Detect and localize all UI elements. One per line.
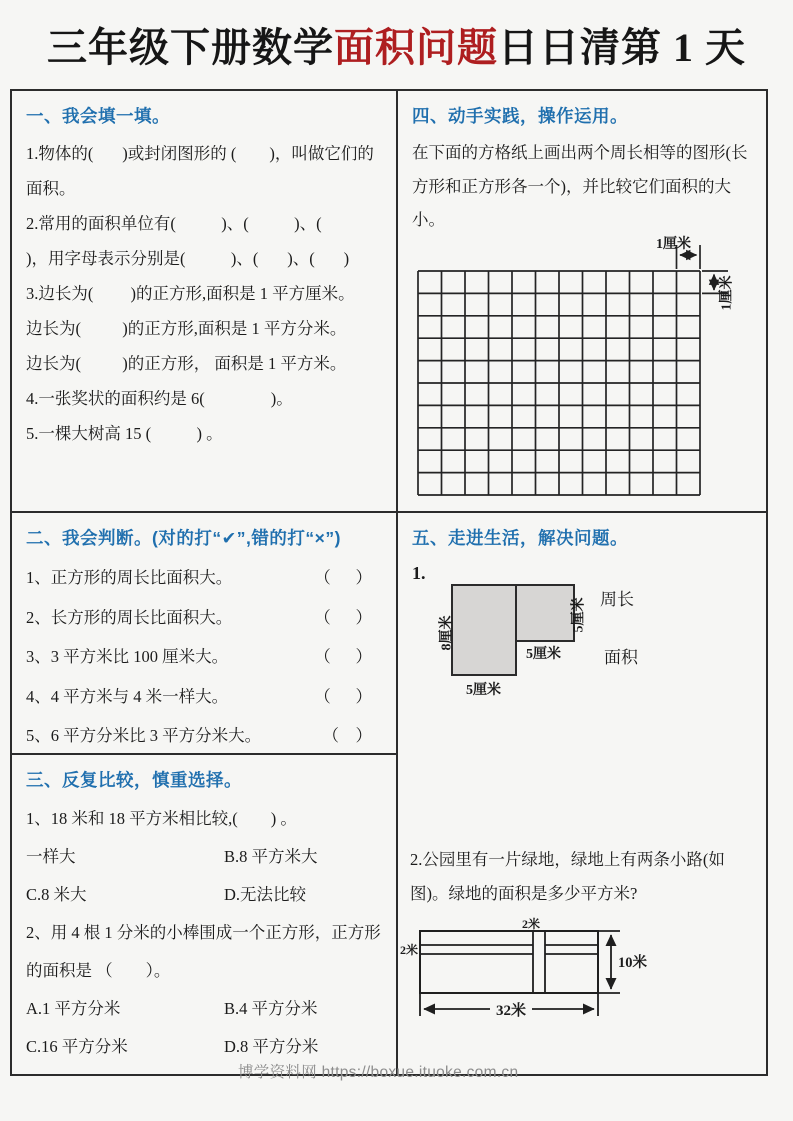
section-fill-blanks (12, 91, 396, 513)
choice-options-2 (26, 990, 386, 1066)
section-choice-heading: 三、反复比较，慎重选择。 (26, 770, 242, 790)
section-practice (398, 91, 766, 513)
option: C.16 平方分米 (26, 1037, 128, 1056)
answer-bracket: （ ） (314, 607, 372, 627)
l-shape-figure (422, 573, 692, 728)
section-choice (12, 755, 396, 1074)
label-5cm-inner: 5厘米 (526, 647, 561, 662)
left-column (12, 91, 398, 1074)
label-5cm-bottom: 5厘米 (466, 683, 501, 698)
right-column (398, 91, 766, 1074)
option: C.8 米大 (26, 885, 87, 904)
grid-paper-svg (406, 231, 758, 511)
judge-row (26, 558, 386, 598)
problem-2-text: 2.公园里有一片绿地，绿地上有两条小路(如图)。绿地的面积是多少平方米? (410, 850, 725, 903)
choice-options-1 (26, 838, 386, 914)
option: B.4 平方分米 (224, 999, 318, 1018)
title-part2: 日日清第 1 天 (498, 25, 746, 70)
answer-bracket: （ ） (322, 726, 372, 745)
fill-item: 1.物体的( )或封闭图形的 ( )，叫做它们的面积。 (26, 144, 374, 198)
judge-statement: 1、正方形的周长比面积大。 (26, 568, 233, 587)
section-judge (12, 513, 396, 755)
fill-item: 边长为( )的正方形， 面积是 1 平方米。 (26, 354, 347, 373)
section-practice-heading: 四、动手实践，操作运用。 (412, 106, 628, 126)
caption-perimeter: 周长 (600, 590, 634, 609)
judge-statement: 3、3 平方米比 100 厘米大。 (26, 647, 229, 666)
fill-item: 3.边长为( )的正方形,面积是 1 平方厘米。 (26, 284, 355, 303)
vertical-path (533, 931, 545, 993)
choice-question-1: 1、18 米和 18 平方米相比较,( ) 。 (26, 809, 297, 828)
judge-row (26, 637, 386, 677)
l-shape-left-rect (452, 585, 516, 675)
option: D.8 平方分米 (224, 1037, 319, 1056)
option: D.无法比较 (224, 885, 307, 904)
label-32m: 32米 (490, 999, 532, 1020)
worksheet-table (10, 89, 768, 1076)
grid-right-label: 1厘米 (719, 275, 735, 311)
label-2m-left: 2米 (400, 943, 419, 957)
watermark: 博学资料网 https://boxue.ituoke.com.cn (238, 1064, 519, 1081)
label-10m: 10米 (618, 955, 647, 971)
fill-item: 4.一张奖状的面积约是 6( )。 (26, 389, 293, 408)
green-area-outline (420, 931, 598, 993)
option: A.1 平方分米 (26, 999, 121, 1018)
page-title (0, 16, 793, 73)
judge-statement: 2、长方形的周长比面积大。 (26, 607, 233, 627)
judge-row (26, 598, 386, 638)
problem-1-number: 1. (412, 563, 426, 583)
fill-item: 边长为( )的正方形,面积是 1 平方分米。 (26, 319, 347, 338)
judge-row (26, 677, 386, 717)
practice-instructions: 在下面的方格纸上画出两个周长相等的图形(长方形和正方形各一个)，并比较它们面积的大小。 (412, 143, 748, 229)
title-part1: 三年级下册数学 (47, 25, 334, 70)
grid-paper-figure (406, 231, 758, 511)
fill-item: 2.常用的面积单位有( )、( )、( )，用字母表示分别是( )、( )、( ) (26, 214, 372, 268)
label-2m-top: 2米 (522, 917, 541, 931)
fill-item: 5.一棵大树高 15 ( ) 。 (26, 424, 223, 443)
grid-top-label: 1厘米 (656, 237, 691, 252)
judge-row (26, 716, 386, 756)
option: B.8 平方米大 (224, 847, 318, 866)
caption-area: 面积 (604, 648, 638, 667)
choice-question-2: 2、用 4 根 1 分米的小棒围成一个正方形，正方形的面积是 （ ）。 (26, 923, 381, 980)
label-8cm: 8厘米 (439, 615, 455, 651)
section-life-heading: 五、走进生活，解决问题。 (412, 528, 628, 548)
option: 一样大 (26, 847, 76, 866)
green-area-figure (400, 915, 668, 1027)
grid-lines (418, 271, 700, 495)
label-5cm-right: 5厘米 (571, 597, 587, 633)
section-life-problems (398, 513, 766, 1074)
answer-bracket: （ ） (314, 647, 372, 666)
section-fill-blanks-heading: 一、我会填一填。 (26, 106, 170, 126)
l-shape-svg (422, 573, 692, 683)
answer-bracket: （ ） (314, 686, 372, 706)
judge-statement: 5、6 平方分米比 3 平方分米大。 (26, 726, 262, 745)
judge-statement: 4、4 平方米与 4 米一样大。 (26, 686, 229, 706)
answer-bracket: （ ） (314, 568, 372, 587)
l-shape-right-square (516, 585, 574, 641)
title-highlight: 面积问题 (334, 25, 498, 70)
section-judge-heading: 二、我会判断。(对的打“✔”,错的打“×”) (26, 528, 341, 548)
